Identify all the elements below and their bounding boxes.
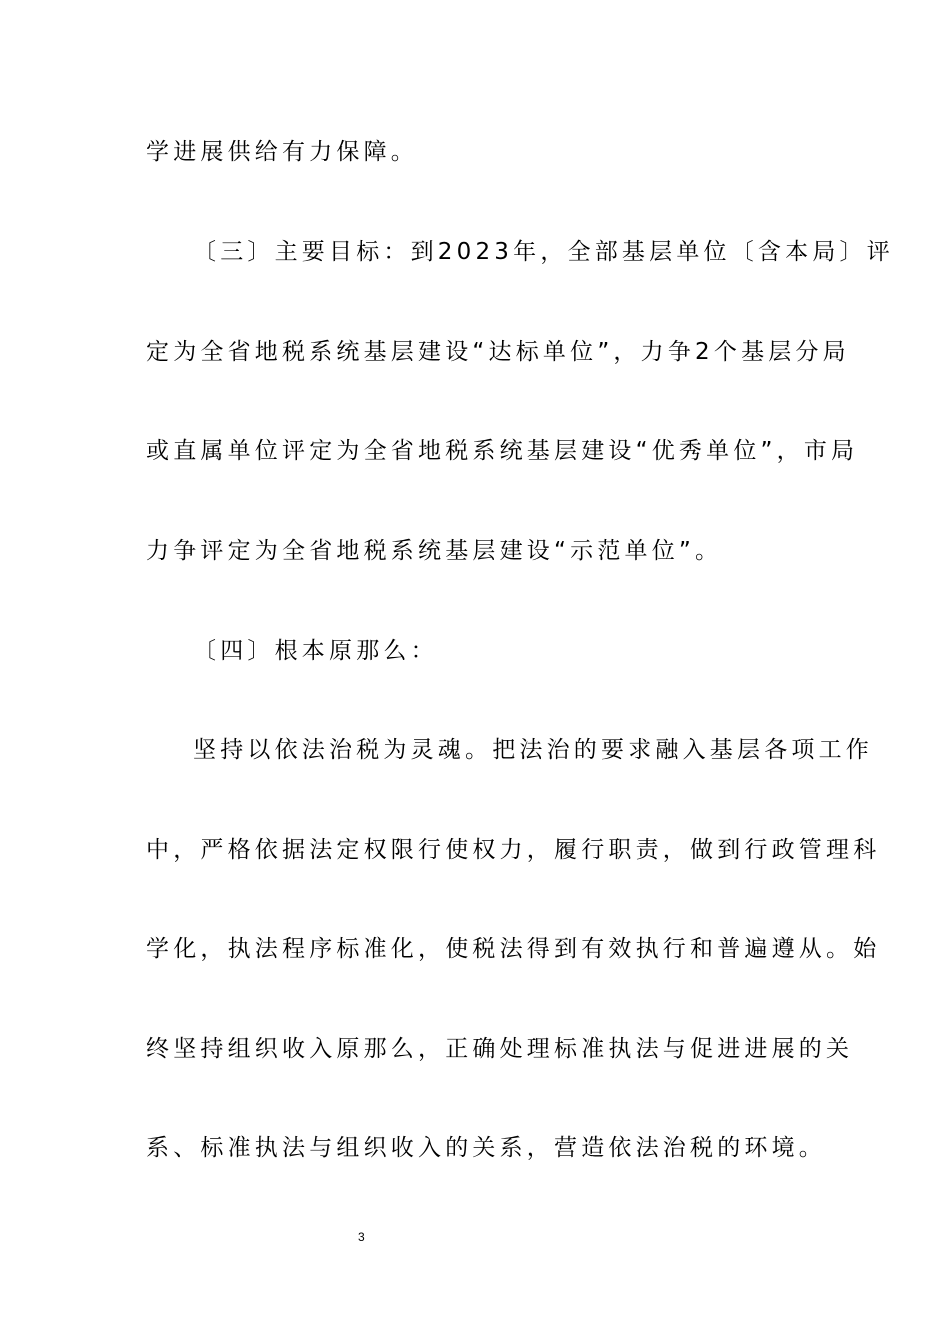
text-line: 终坚持组织收入原那么，正确处理标准执法与促进进展的关 [146, 1036, 854, 1062]
text-line: 〔三〕主要目标：到2023年，全部基层单位〔含本局〕评 [193, 239, 894, 265]
text-line: 学化，执法程序标准化，使税法得到有效执行和普遍遵从。始 [146, 936, 881, 962]
text-line: 力争评定为全省地税系统基层建设“示范单位”。 [146, 538, 723, 564]
text-line: 定为全省地税系统基层建设“达标单位”，力争2个基层分局 [146, 339, 850, 365]
text-line: 坚持以依法治税为灵魂。把法治的要求融入基层各项工作 [193, 737, 873, 763]
page-number: 3 [358, 1230, 365, 1244]
text-line: 学进展供给有力保障。 [146, 139, 418, 165]
text-line: 〔四〕根本原那么： [193, 638, 438, 664]
text-line: 中，严格依据法定权限行使权力，履行职责，做到行政管理科 [146, 837, 881, 863]
text-line: 系、标准执法与组织收入的关系，营造依法治税的环境。 [146, 1135, 826, 1161]
text-line: 或直属单位评定为全省地税系统基层建设“优秀单位”，市局 [146, 438, 859, 464]
